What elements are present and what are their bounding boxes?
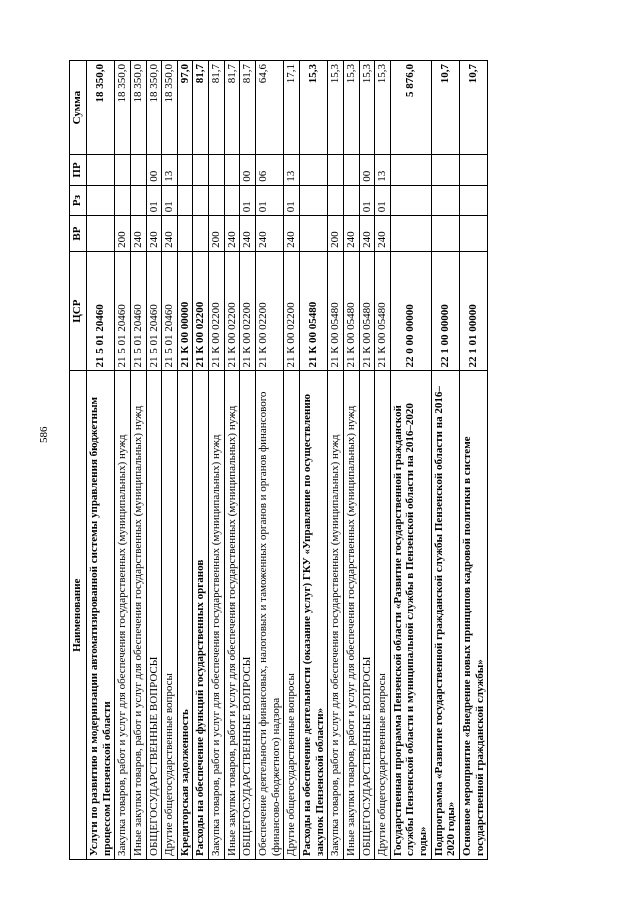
- cell-csr: 21 К 00 00000: [177, 251, 193, 371]
- cell-pr: [177, 155, 193, 186]
- table-row: [431, 61, 459, 860]
- cell-vr: [390, 216, 431, 252]
- cell-rz: [224, 185, 240, 216]
- cell-name: Расходы на обеспечение функций государственных органов: [193, 371, 209, 860]
- cell-rz: [115, 185, 131, 216]
- header-csr: ЦСР: [70, 251, 87, 371]
- cell-name: Расходы на обеспечение деятельности (оказание услуг) ГКУ «Управление по осуществлению закупок Пензенской области»: [299, 371, 327, 860]
- table-row: [299, 61, 327, 860]
- cell-sum: 81,7: [240, 61, 256, 155]
- cell-name: Иные закупки товаров, работ и услуг для обеспечения государственных (муниципальных) нужд: [130, 371, 146, 860]
- cell-name: Основное мероприятие «Внедрение новых принципов кадровой политики в системе государственной гражданской службы»: [460, 371, 488, 860]
- header-sum: Сумма: [70, 61, 87, 155]
- cell-vr: [87, 216, 115, 252]
- cell-sum: 18 350,0: [115, 61, 131, 155]
- cell-sum: 5 876,0: [390, 61, 431, 155]
- cell-name: Подпрограмма «Развитие государственной гражданской службы Пензенской области на 2016–2020 годы»: [431, 371, 459, 860]
- table-row: [284, 61, 300, 860]
- cell-rz: 01: [375, 185, 391, 216]
- table-header-row: [70, 61, 87, 860]
- cell-name: Государственная программа Пензенской области «Развитие государственной гражданской службы Пензенской области и муниципальной службы в Пензенской области на 2016–2020 годы»: [390, 371, 431, 860]
- cell-name: Иные закупки товаров, работ и услуг для обеспечения государственных (муниципальных) нужд: [343, 371, 359, 860]
- cell-sum: 81,7: [224, 61, 240, 155]
- cell-pr: 00: [240, 155, 256, 186]
- cell-pr: [390, 155, 431, 186]
- cell-rz: [209, 185, 225, 216]
- cell-csr: 21 К 00 05480: [299, 251, 327, 371]
- cell-sum: 97,0: [177, 61, 193, 155]
- cell-pr: [328, 155, 344, 186]
- cell-csr: 21 5 01 20460: [162, 251, 178, 371]
- cell-vr: 240: [359, 216, 375, 252]
- cell-csr: 21 К 00 02200: [284, 251, 300, 371]
- cell-csr: 22 1 01 00000: [460, 251, 488, 371]
- cell-pr: [224, 155, 240, 186]
- table-row: [115, 61, 131, 860]
- cell-csr: 21 5 01 20460: [87, 251, 115, 371]
- header-pr: ПР: [70, 155, 87, 186]
- cell-csr: 21 5 01 20460: [130, 251, 146, 371]
- cell-name: ОБЩЕГОСУДАРСТВЕННЫЕ ВОПРОСЫ: [146, 371, 162, 860]
- cell-name: Закупка товаров, работ и услуг для обеспечения государственных (муниципальных) нужд: [328, 371, 344, 860]
- table-row: [328, 61, 344, 860]
- cell-csr: 21 К 00 02200: [209, 251, 225, 371]
- cell-vr: [193, 216, 209, 252]
- cell-vr: [299, 216, 327, 252]
- cell-sum: 18 350,0: [87, 61, 115, 155]
- table-row: [177, 61, 193, 860]
- cell-pr: 13: [162, 155, 178, 186]
- cell-csr: 21 К 00 05480: [343, 251, 359, 371]
- cell-sum: 81,7: [193, 61, 209, 155]
- cell-vr: [460, 216, 488, 252]
- cell-csr: 21 5 01 20460: [115, 251, 131, 371]
- cell-vr: 240: [284, 216, 300, 252]
- cell-pr: 06: [256, 155, 284, 186]
- cell-csr: 21 К 00 05480: [328, 251, 344, 371]
- cell-name: Другие общегосударственные вопросы: [284, 371, 300, 860]
- cell-sum: 15,3: [359, 61, 375, 155]
- cell-sum: 18 350,0: [130, 61, 146, 155]
- cell-csr: 22 0 00 00000: [390, 251, 431, 371]
- cell-rz: [87, 185, 115, 216]
- cell-pr: 13: [375, 155, 391, 186]
- cell-vr: 240: [343, 216, 359, 252]
- cell-sum: 64,6: [256, 61, 284, 155]
- cell-csr: 21 К 00 02200: [240, 251, 256, 371]
- page-number: 586: [38, 426, 50, 443]
- cell-rz: [431, 185, 459, 216]
- cell-rz: [130, 185, 146, 216]
- cell-vr: 240: [162, 216, 178, 252]
- table-row: [256, 61, 284, 860]
- cell-vr: [431, 216, 459, 252]
- cell-vr: 240: [256, 216, 284, 252]
- cell-sum: 10,7: [431, 61, 459, 155]
- cell-csr: 21 К 00 05480: [359, 251, 375, 371]
- cell-csr: 22 1 00 00000: [431, 251, 459, 371]
- table-row: [162, 61, 178, 860]
- cell-rz: 01: [240, 185, 256, 216]
- cell-rz: [193, 185, 209, 216]
- cell-name: Другие общегосударственные вопросы: [375, 371, 391, 860]
- cell-pr: [130, 155, 146, 186]
- cell-name: Обеспечение деятельности финансовых, налоговых и таможенных органов и органов финансового (финансово-бюджетного) надзора: [256, 371, 284, 860]
- cell-pr: 00: [359, 155, 375, 186]
- table-row: [209, 61, 225, 860]
- cell-pr: 13: [284, 155, 300, 186]
- cell-vr: [177, 216, 193, 252]
- cell-csr: 21 К 00 05480: [375, 251, 391, 371]
- cell-rz: 01: [359, 185, 375, 216]
- cell-csr: 21 К 00 02200: [224, 251, 240, 371]
- table-row: [193, 61, 209, 860]
- cell-rz: 01: [146, 185, 162, 216]
- cell-pr: [87, 155, 115, 186]
- cell-sum: 18 350,0: [162, 61, 178, 155]
- table-row: [460, 61, 488, 860]
- budget-table: [69, 60, 488, 860]
- table-row: [146, 61, 162, 860]
- cell-vr: 240: [240, 216, 256, 252]
- table-row: [130, 61, 146, 860]
- cell-vr: 240: [146, 216, 162, 252]
- cell-name: ОБЩЕГОСУДАРСТВЕННЫЕ ВОПРОСЫ: [240, 371, 256, 860]
- cell-rz: 01: [256, 185, 284, 216]
- cell-name: Закупка товаров, работ и услуг для обеспечения государственных (муниципальных) нужд: [115, 371, 131, 860]
- cell-name: Иные закупки товаров, работ и услуг для обеспечения государственных (муниципальных) нужд: [224, 371, 240, 860]
- cell-sum: 17,1: [284, 61, 300, 155]
- table-row: [224, 61, 240, 860]
- cell-rz: [460, 185, 488, 216]
- cell-name: Услуги по развитию и модернизации автоматизированной системы управления бюджетным процессом Пензенской области: [87, 371, 115, 860]
- cell-pr: [431, 155, 459, 186]
- cell-rz: [390, 185, 431, 216]
- cell-rz: 01: [284, 185, 300, 216]
- cell-pr: [209, 155, 225, 186]
- cell-csr: 21 К 00 02200: [193, 251, 209, 371]
- cell-vr: 200: [209, 216, 225, 252]
- cell-pr: [343, 155, 359, 186]
- cell-pr: [115, 155, 131, 186]
- cell-vr: 240: [375, 216, 391, 252]
- cell-rz: [328, 185, 344, 216]
- table-body: [87, 61, 488, 860]
- cell-vr: 240: [224, 216, 240, 252]
- cell-pr: 00: [146, 155, 162, 186]
- cell-name: Кредиторская задолженность: [177, 371, 193, 860]
- cell-vr: 200: [115, 216, 131, 252]
- cell-sum: 15,3: [328, 61, 344, 155]
- cell-pr: [460, 155, 488, 186]
- cell-pr: [193, 155, 209, 186]
- cell-csr: 21 5 01 20460: [146, 251, 162, 371]
- cell-pr: [299, 155, 327, 186]
- cell-name: Другие общегосударственные вопросы: [162, 371, 178, 860]
- table-row: [240, 61, 256, 860]
- table-row: [343, 61, 359, 860]
- cell-rz: [299, 185, 327, 216]
- table-row: [359, 61, 375, 860]
- cell-sum: 81,7: [209, 61, 225, 155]
- table-row: [390, 61, 431, 860]
- cell-sum: 18 350,0: [146, 61, 162, 155]
- cell-name: ОБЩЕГОСУДАРСТВЕННЫЕ ВОПРОСЫ: [359, 371, 375, 860]
- cell-name: Закупка товаров, работ и услуг для обеспечения государственных (муниципальных) нужд: [209, 371, 225, 860]
- cell-vr: 200: [328, 216, 344, 252]
- header-name: Наименование: [70, 371, 87, 860]
- cell-vr: 240: [130, 216, 146, 252]
- table-row: [375, 61, 391, 860]
- cell-sum: 15,3: [299, 61, 327, 155]
- header-vr: ВР: [70, 216, 87, 252]
- cell-rz: [343, 185, 359, 216]
- cell-rz: 01: [162, 185, 178, 216]
- table-row: [87, 61, 115, 860]
- cell-csr: 21 К 00 02200: [256, 251, 284, 371]
- cell-sum: 15,3: [375, 61, 391, 155]
- header-rz: Рз: [70, 185, 87, 216]
- cell-sum: 10,7: [460, 61, 488, 155]
- cell-sum: 15,3: [343, 61, 359, 155]
- rotated-table-container: [69, 60, 559, 860]
- cell-rz: [177, 185, 193, 216]
